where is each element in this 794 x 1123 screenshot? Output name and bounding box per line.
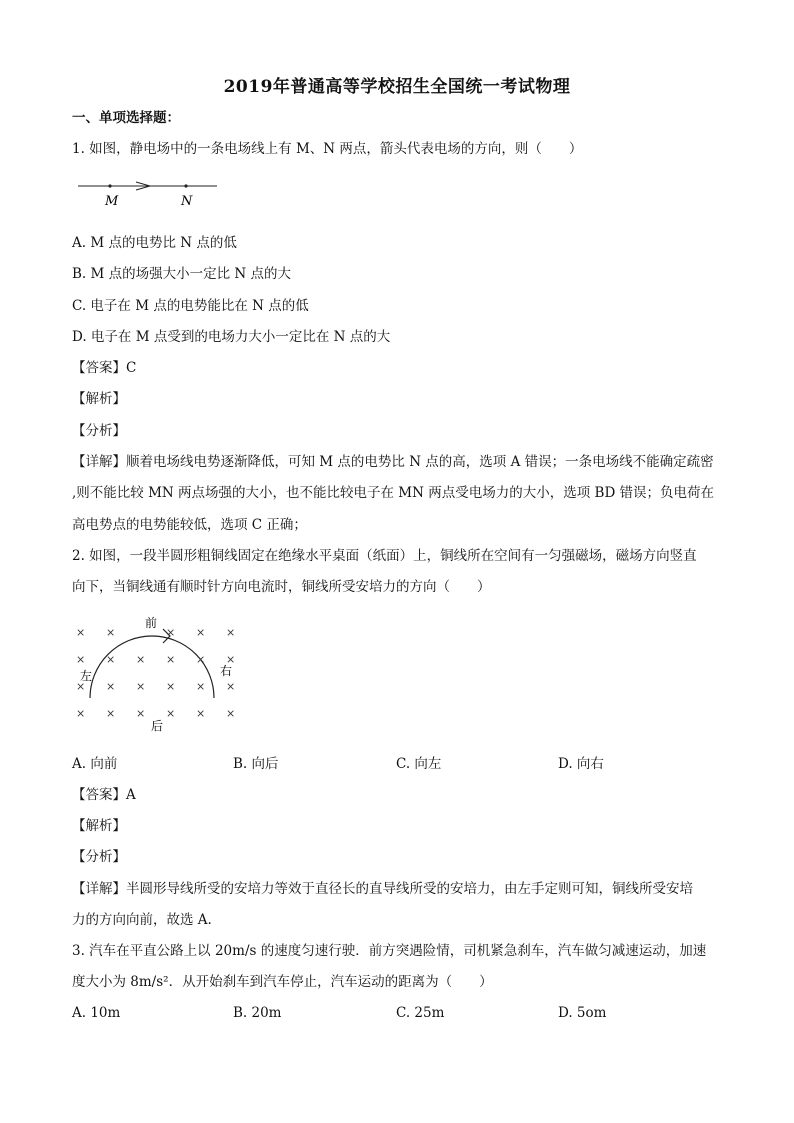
field-cross-icon: × [226, 626, 236, 639]
field-cross-icon: × [166, 707, 176, 720]
field-cross-icon: × [76, 626, 86, 639]
field-cross-icon: × [226, 707, 236, 720]
q3-stem-line-2: 度大小为 8m/s²．从开始刹车到汽车停止，汽车运动的距离为（ ） [72, 974, 493, 990]
section-heading: 一、单项选择题： [72, 110, 180, 126]
q2-detail-line-1: 【详解】半圆形导线所受的安培力等效于直径长的直导线所受的安培力，由左手定则可知，铜线所受安培 [72, 881, 693, 897]
field-cross-icon: × [106, 680, 116, 693]
field-cross-icon: × [136, 653, 146, 666]
label-right: 右 [220, 664, 233, 678]
q2-detail-line-2: 力的方向向前，故选 A. [72, 912, 212, 928]
field-cross-icon: × [166, 680, 176, 693]
q2-semicircle-figure [68, 612, 248, 738]
field-cross-icon: × [106, 653, 116, 666]
page-title: 2019年普通高等学校招生全国统一考试物理 [223, 77, 571, 97]
q2-option-c: C. 向左 [396, 756, 442, 772]
label-front: 前 [145, 616, 158, 630]
field-cross-icon: × [136, 707, 146, 720]
q2-option-a: A. 向前 [72, 756, 118, 772]
q3-stem-line-1: 3. 汽车在平直公路上以 20m/s 的速度匀速行驶．前方突遇险情，司机紧急刹车，汽车做匀减速运动，加速 [72, 943, 707, 959]
label-m: M [105, 194, 119, 209]
label-n: N [181, 194, 193, 209]
field-cross-icon: × [106, 707, 116, 720]
field-cross-icon: × [76, 653, 86, 666]
label-left: 左 [80, 669, 93, 683]
point-m [108, 184, 111, 187]
field-cross-icon: × [196, 680, 206, 693]
q3-option-c: C. 25m [396, 1005, 445, 1021]
field-cross-icon: × [226, 680, 236, 693]
field-cross-icon: × [76, 680, 86, 693]
q1-analysis: 【解析】 [72, 391, 126, 407]
field-cross-icon: × [106, 626, 116, 639]
q1-fenxi: 【分析】 [72, 423, 126, 439]
q1-option-a: A. M 点的电势比 N 点的低 [72, 235, 237, 251]
field-cross-icon: × [136, 680, 146, 693]
q1-answer: 【答案】C [72, 360, 137, 376]
field-cross-icon: × [226, 653, 236, 666]
field-cross-icon: × [196, 707, 206, 720]
q1-option-c: C. 电子在 M 点的电势能比在 N 点的低 [72, 298, 309, 314]
q2-stem-line-1: 2. 如图，一段半圆形粗铜线固定在绝缘水平桌面（纸面）上，铜线所在空间有一匀强磁场，磁场方向竖直 [72, 548, 697, 564]
q1-field-line-figure [70, 174, 230, 210]
field-cross-icon: × [166, 626, 176, 639]
q2-stem-line-2: 向下，当铜线通有顺时针方向电流时，铜线所受安培力的方向（ ） [72, 579, 491, 595]
q1-detail-line-1: 【详解】顺着电场线电势逐渐降低，可知 M 点的电势比 N 点的高，选项 A 错误；一条电场线不能确定疏密 [72, 454, 714, 470]
q1-stem: 1. 如图，静电场中的一条电场线上有 M、N 两点，箭头代表电场的方向，则（ ） [72, 141, 583, 157]
q2-analysis: 【解析】 [72, 818, 126, 834]
q3-option-a: A. 10m [72, 1005, 121, 1021]
q2-fenxi: 【分析】 [72, 849, 126, 865]
label-back: 后 [151, 719, 164, 733]
q2-option-b: B. 向后 [233, 756, 279, 772]
q2-answer: 【答案】A [72, 787, 136, 803]
point-n [184, 184, 187, 187]
q1-option-d: D. 电子在 M 点受到的电场力大小一定比在 N 点的大 [72, 329, 391, 345]
field-cross-icon: × [76, 707, 86, 720]
q2-option-d: D. 向右 [558, 756, 604, 772]
field-cross-icon: × [196, 626, 206, 639]
q1-detail-line-2: ,则不能比较 MN 两点场强的大小，也不能比较电子在 MN 两点受电场力的大小，选项 BD 错误；负电荷在 [72, 485, 715, 501]
q3-option-d: D. 5om [558, 1005, 607, 1021]
field-cross-icon: × [166, 653, 176, 666]
q1-detail-line-3: 高电势点的电势能较低，选项 C 正确； [72, 517, 307, 533]
q1-option-b: B. M 点的场强大小一定比 N 点的大 [72, 266, 292, 282]
q3-option-b: B. 20m [233, 1005, 282, 1021]
field-cross-icon: × [196, 653, 206, 666]
